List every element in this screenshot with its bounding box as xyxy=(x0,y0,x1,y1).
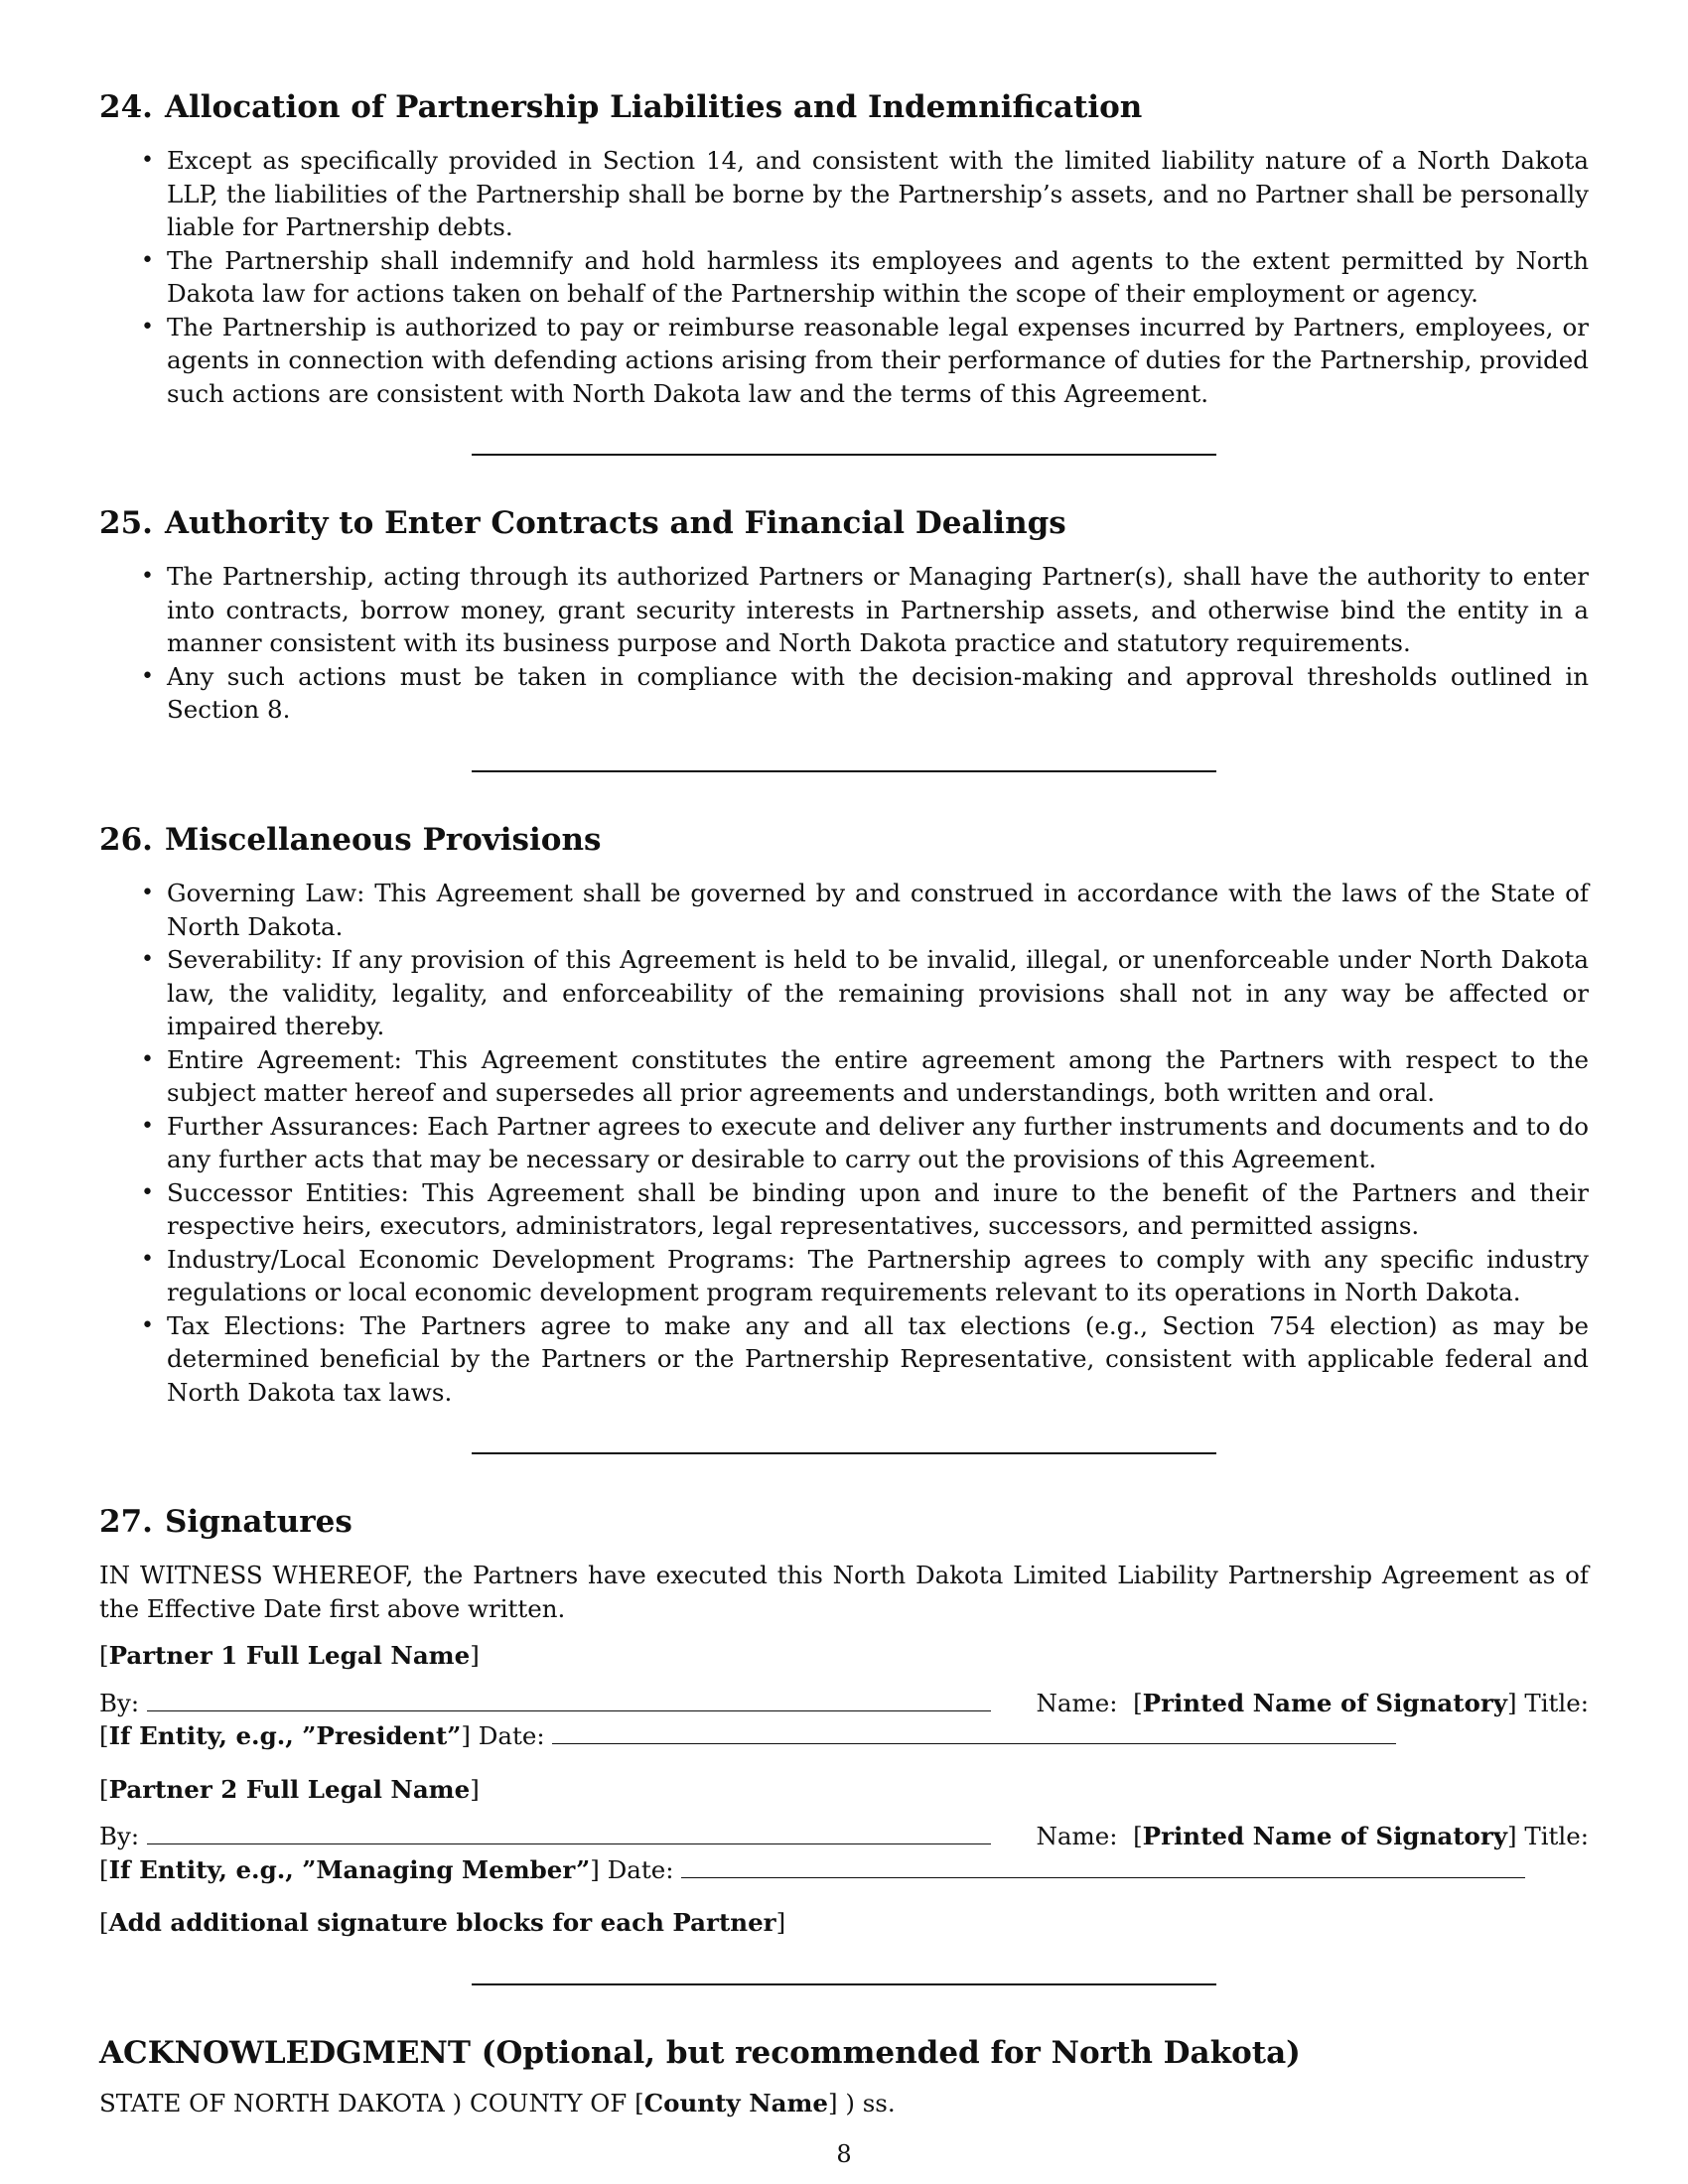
bullet-list xyxy=(99,560,1589,727)
section-25 xyxy=(99,505,1589,727)
list-item: • The Partnership is authorized to pay or reimburse reasonable legal expenses incurred by Partners, employees, or agents in connection with defending actions arising from their performance of duties for the Partnership, provided such actions are consistent with North Dakota law and the terms of this Agreement. xyxy=(99,311,1589,411)
section-title: Authority to Enter Contracts and Financial Dealings xyxy=(164,505,1066,542)
section-26 xyxy=(99,822,1589,1409)
date-line[interactable] xyxy=(552,1723,1396,1744)
list-item: • Further Assurances: Each Partner agrees to execute and deliver any further instruments and documents and to do any further acts that may be necessary or desirable to carry out the provisions of this Agreement. xyxy=(99,1110,1589,1176)
list-item: • Any such actions must be taken in compliance with the decision-making and approval thresholds outlined in Section 8. xyxy=(99,660,1589,727)
signature-by xyxy=(99,1820,991,1853)
list-item: • Tax Elections: The Partners agree to make any and all tax elections (e.g., Section 754 election) as may be determined beneficial by the Partners or the Partnership Representative, consistent with applicable federal and North Dakota tax laws. xyxy=(99,1309,1589,1410)
bullet-list xyxy=(99,144,1589,410)
name-label: Name: xyxy=(1036,1822,1118,1851)
list-item: • Successor Entities: This Agreement shall be binding upon and inure to the benefit of the Partners and their respective heirs, executors, administrators, legal representatives, successors, and permitted assigns. xyxy=(99,1176,1589,1243)
list-item: • Industry/Local Economic Development Programs: The Partnership agrees to comply with any specific industry regulations or local economic development program requirements relevant to its operations in North Dakota. xyxy=(99,1243,1589,1309)
bullet-list xyxy=(99,877,1589,1409)
list-item: • The Partnership shall indemnify and hold harmless its employees and agents to the extent permitted by North Dakota law for actions taken on behalf of the Partnership within the scope of their employment or agency. xyxy=(99,244,1589,311)
section-24 xyxy=(99,89,1589,410)
county-placeholder: County Name xyxy=(643,2088,828,2117)
venue-line: STATE OF NORTH DAKOTA ) COUNTY OF [County Name] ) ss. xyxy=(99,2088,896,2117)
signature-row xyxy=(99,1820,1589,1853)
printed-name-placeholder: Printed Name of Signatory xyxy=(1142,1822,1508,1851)
section-number: 25. xyxy=(99,505,153,542)
section-title: Miscellaneous Provisions xyxy=(164,821,602,858)
signature-by xyxy=(99,1687,991,1720)
section-divider xyxy=(472,454,1216,456)
acknowledgment-section xyxy=(99,2035,1589,2120)
state-text: STATE OF NORTH DAKOTA xyxy=(99,2088,445,2117)
page-number: 8 xyxy=(836,2140,852,2168)
title-placeholder: If Entity, e.g., ”President” xyxy=(108,1721,462,1751)
ss-text: ss. xyxy=(862,2088,896,2117)
witness-statement: IN WITNESS WHEREOF, the Partners have executed this North Dakota Limited Liability Partnership Agreement as of the Effective Date first above written. xyxy=(99,1561,1589,1623)
partner-name-placeholder: Partner 2 Full Legal Name xyxy=(108,1774,471,1804)
additional-signatures-note: [Add additional signature blocks for each Partner] xyxy=(99,1908,786,1938)
title-date-line: [If Entity, e.g., ”President”] Date: xyxy=(99,1719,1589,1753)
list-item: • Severability: If any provision of this Agreement is held to be invalid, illegal, or unenforceable under North Dakota law, the validity, legality, and enforceability of the remaining provisions shall not in any way be affected or impaired thereby. xyxy=(99,943,1589,1043)
section-heading xyxy=(99,89,1589,126)
section-divider xyxy=(472,1452,1216,1454)
section-heading xyxy=(99,822,1589,859)
list-item: • The Partnership, acting through its authorized Partners or Managing Partner(s), shall have the authority to enter into contracts, borrow money, grant security interests in Partnership assets, and otherwise bind the entity in a manner consistent with its business purpose and North Dakota practice and statutory requirements. xyxy=(99,560,1589,660)
partner-name-line: [Partner 2 Full Legal Name] xyxy=(99,1774,480,1804)
section-27-signatures xyxy=(99,1504,1589,1940)
section-title: Signatures xyxy=(164,1504,352,1541)
signature-block-partner-2 xyxy=(99,1773,1589,1887)
by-label: By: xyxy=(99,1688,140,1717)
title-date-line: [If Entity, e.g., ”Managing Member”] Date: xyxy=(99,1853,1589,1887)
partner-name-line: [Partner 1 Full Legal Name] xyxy=(99,1641,480,1671)
acknowledgment-title: ACKNOWLEDGMENT (Optional, but recommended for North Dakota) xyxy=(99,2034,1301,2071)
document-page xyxy=(99,89,1589,2119)
printed-name-placeholder: Printed Name of Signatory xyxy=(1142,1688,1508,1717)
additional-signatures-text: Add additional signature blocks for each Partner xyxy=(108,1908,776,1938)
county-label: COUNTY OF xyxy=(469,2088,628,2117)
signature-line[interactable] xyxy=(147,1824,991,1844)
section-heading xyxy=(99,505,1589,542)
by-label: By: xyxy=(99,1822,140,1851)
section-number: 26. xyxy=(99,821,153,858)
section-number: 24. xyxy=(99,89,153,125)
section-title: Allocation of Partnership Liabilities and Indemnification xyxy=(164,89,1143,125)
title-label: Title: xyxy=(1524,1688,1589,1717)
date-line[interactable] xyxy=(681,1857,1525,1878)
list-item: • Governing Law: This Agreement shall be governed by and construed in accordance with the laws of the State of North Dakota. xyxy=(99,877,1589,943)
section-divider xyxy=(472,770,1216,772)
signature-row xyxy=(99,1687,1589,1720)
date-label: Date: xyxy=(607,1854,674,1884)
signatory-name: Name: [Printed Name of Signatory] Title: xyxy=(1036,1822,1589,1851)
signature-line[interactable] xyxy=(147,1691,991,1711)
name-label: Name: xyxy=(1036,1688,1118,1717)
partner-name-placeholder: Partner 1 Full Legal Name xyxy=(108,1641,471,1671)
list-item: • Except as specifically provided in Section 14, and consistent with the limited liability nature of a North Dakota LLP, the liabilities of the Partnership shall be borne by the Partnership’s assets, and no Partner shall be personally liable for Partnership debts. xyxy=(99,144,1589,244)
signatory-name: Name: [Printed Name of Signatory] Title: xyxy=(1036,1688,1589,1717)
title-label: Title: xyxy=(1524,1822,1589,1851)
list-item: • Entire Agreement: This Agreement constitutes the entire agreement among the Partners with respect to the subject matter hereof and supersedes all prior agreements and understandings, both written and oral. xyxy=(99,1043,1589,1110)
date-label: Date: xyxy=(478,1721,545,1751)
signature-block-partner-1 xyxy=(99,1639,1589,1753)
section-number: 27. xyxy=(99,1504,153,1541)
section-heading xyxy=(99,1504,1589,1541)
title-placeholder: If Entity, e.g., ”Managing Member” xyxy=(108,1854,591,1884)
section-divider xyxy=(472,1983,1216,1985)
